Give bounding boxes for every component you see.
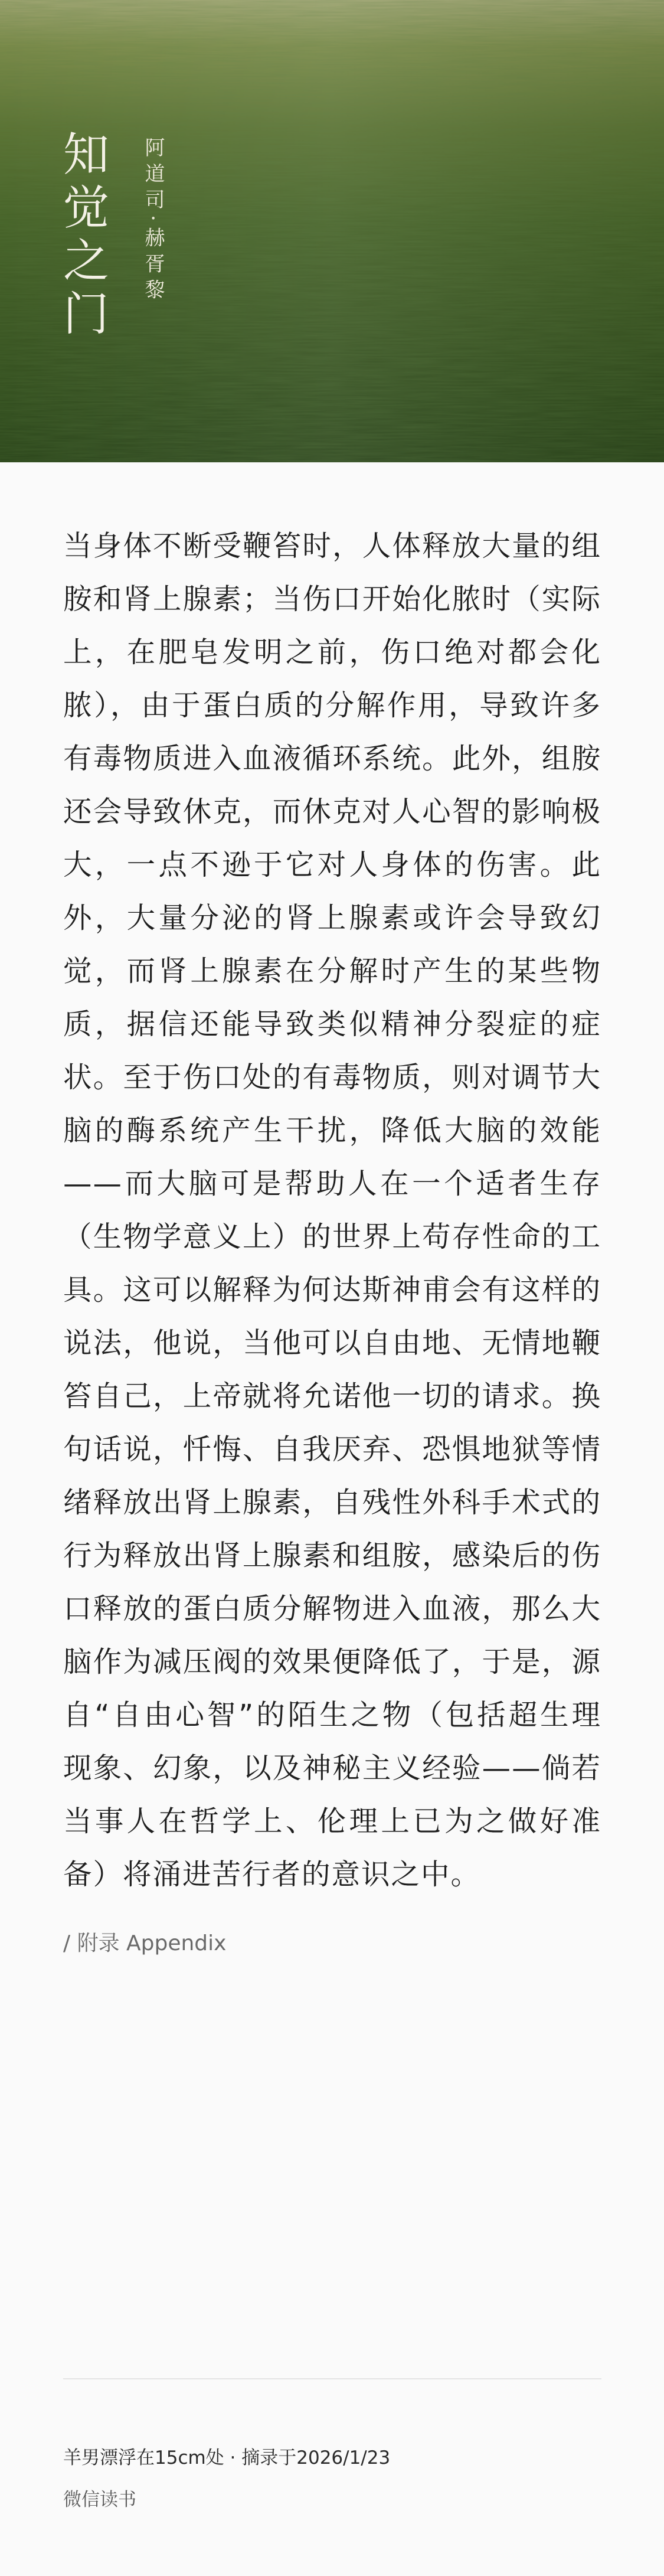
excerpt-info: 羊男漂浮在15cm处 · 摘录于2026/1/23 [63, 2447, 391, 2469]
excerpt-paragraph: 当身体不断受鞭笞时，人体释放大量的组胺和肾上腺素；当伤口开始化脓时（实际上，在肥皂发明之前，伤口绝对都会化脓），由于蛋白质的分解作用，导致许多有毒物质进入血液循环系统。此外，组胺还会导致休克，而休克对人心智的影响极大，一点不逊于它对人身体的伤害。此外，大量分泌的肾上腺素或许会导致幻觉，而肾上腺素在分解时产生的某些物质，据信还能导致类似精神分裂症的症状。至于伤口处的有毒物质，则对调节大脑的酶系统产生干扰，降低大脑的效能——而大脑可是帮助人在一个适者生存（生物学意义上）的世界上苟存性命的工具。这可以解释为何达斯神甫会有这样的说法，他说，当他可以自由地、无情地鞭笞自己，上帝就将允诺他一切的请求。换句话说，忏悔、自我厌弃、恐惧地狱等情绪释放出肾上腺素，自残性外科手术式的行为释放出肾上腺素和组胺，感染后的伤口释放的蛋白质分解物进入血液，那么大脑作为减压阀的效果便降低了，于是，源自“自由心智”的陌生之物（包括超生理现象、幻象，以及神秘主义经验——倘若当事人在哲学上、伦理上已为之做好准备）将涌进苦行者的意识之中。 [63, 530, 601, 1891]
chapter-source: / 附录 Appendix [63, 1931, 227, 1955]
divider [63, 2378, 601, 2379]
cover-image [0, 0, 664, 462]
book-title: 知觉之门 [55, 130, 109, 342]
app-name: 微信读书 [63, 2489, 136, 2510]
excerpt-content [63, 520, 601, 1957]
book-author: 阿道司·赫胥黎 [141, 137, 165, 305]
